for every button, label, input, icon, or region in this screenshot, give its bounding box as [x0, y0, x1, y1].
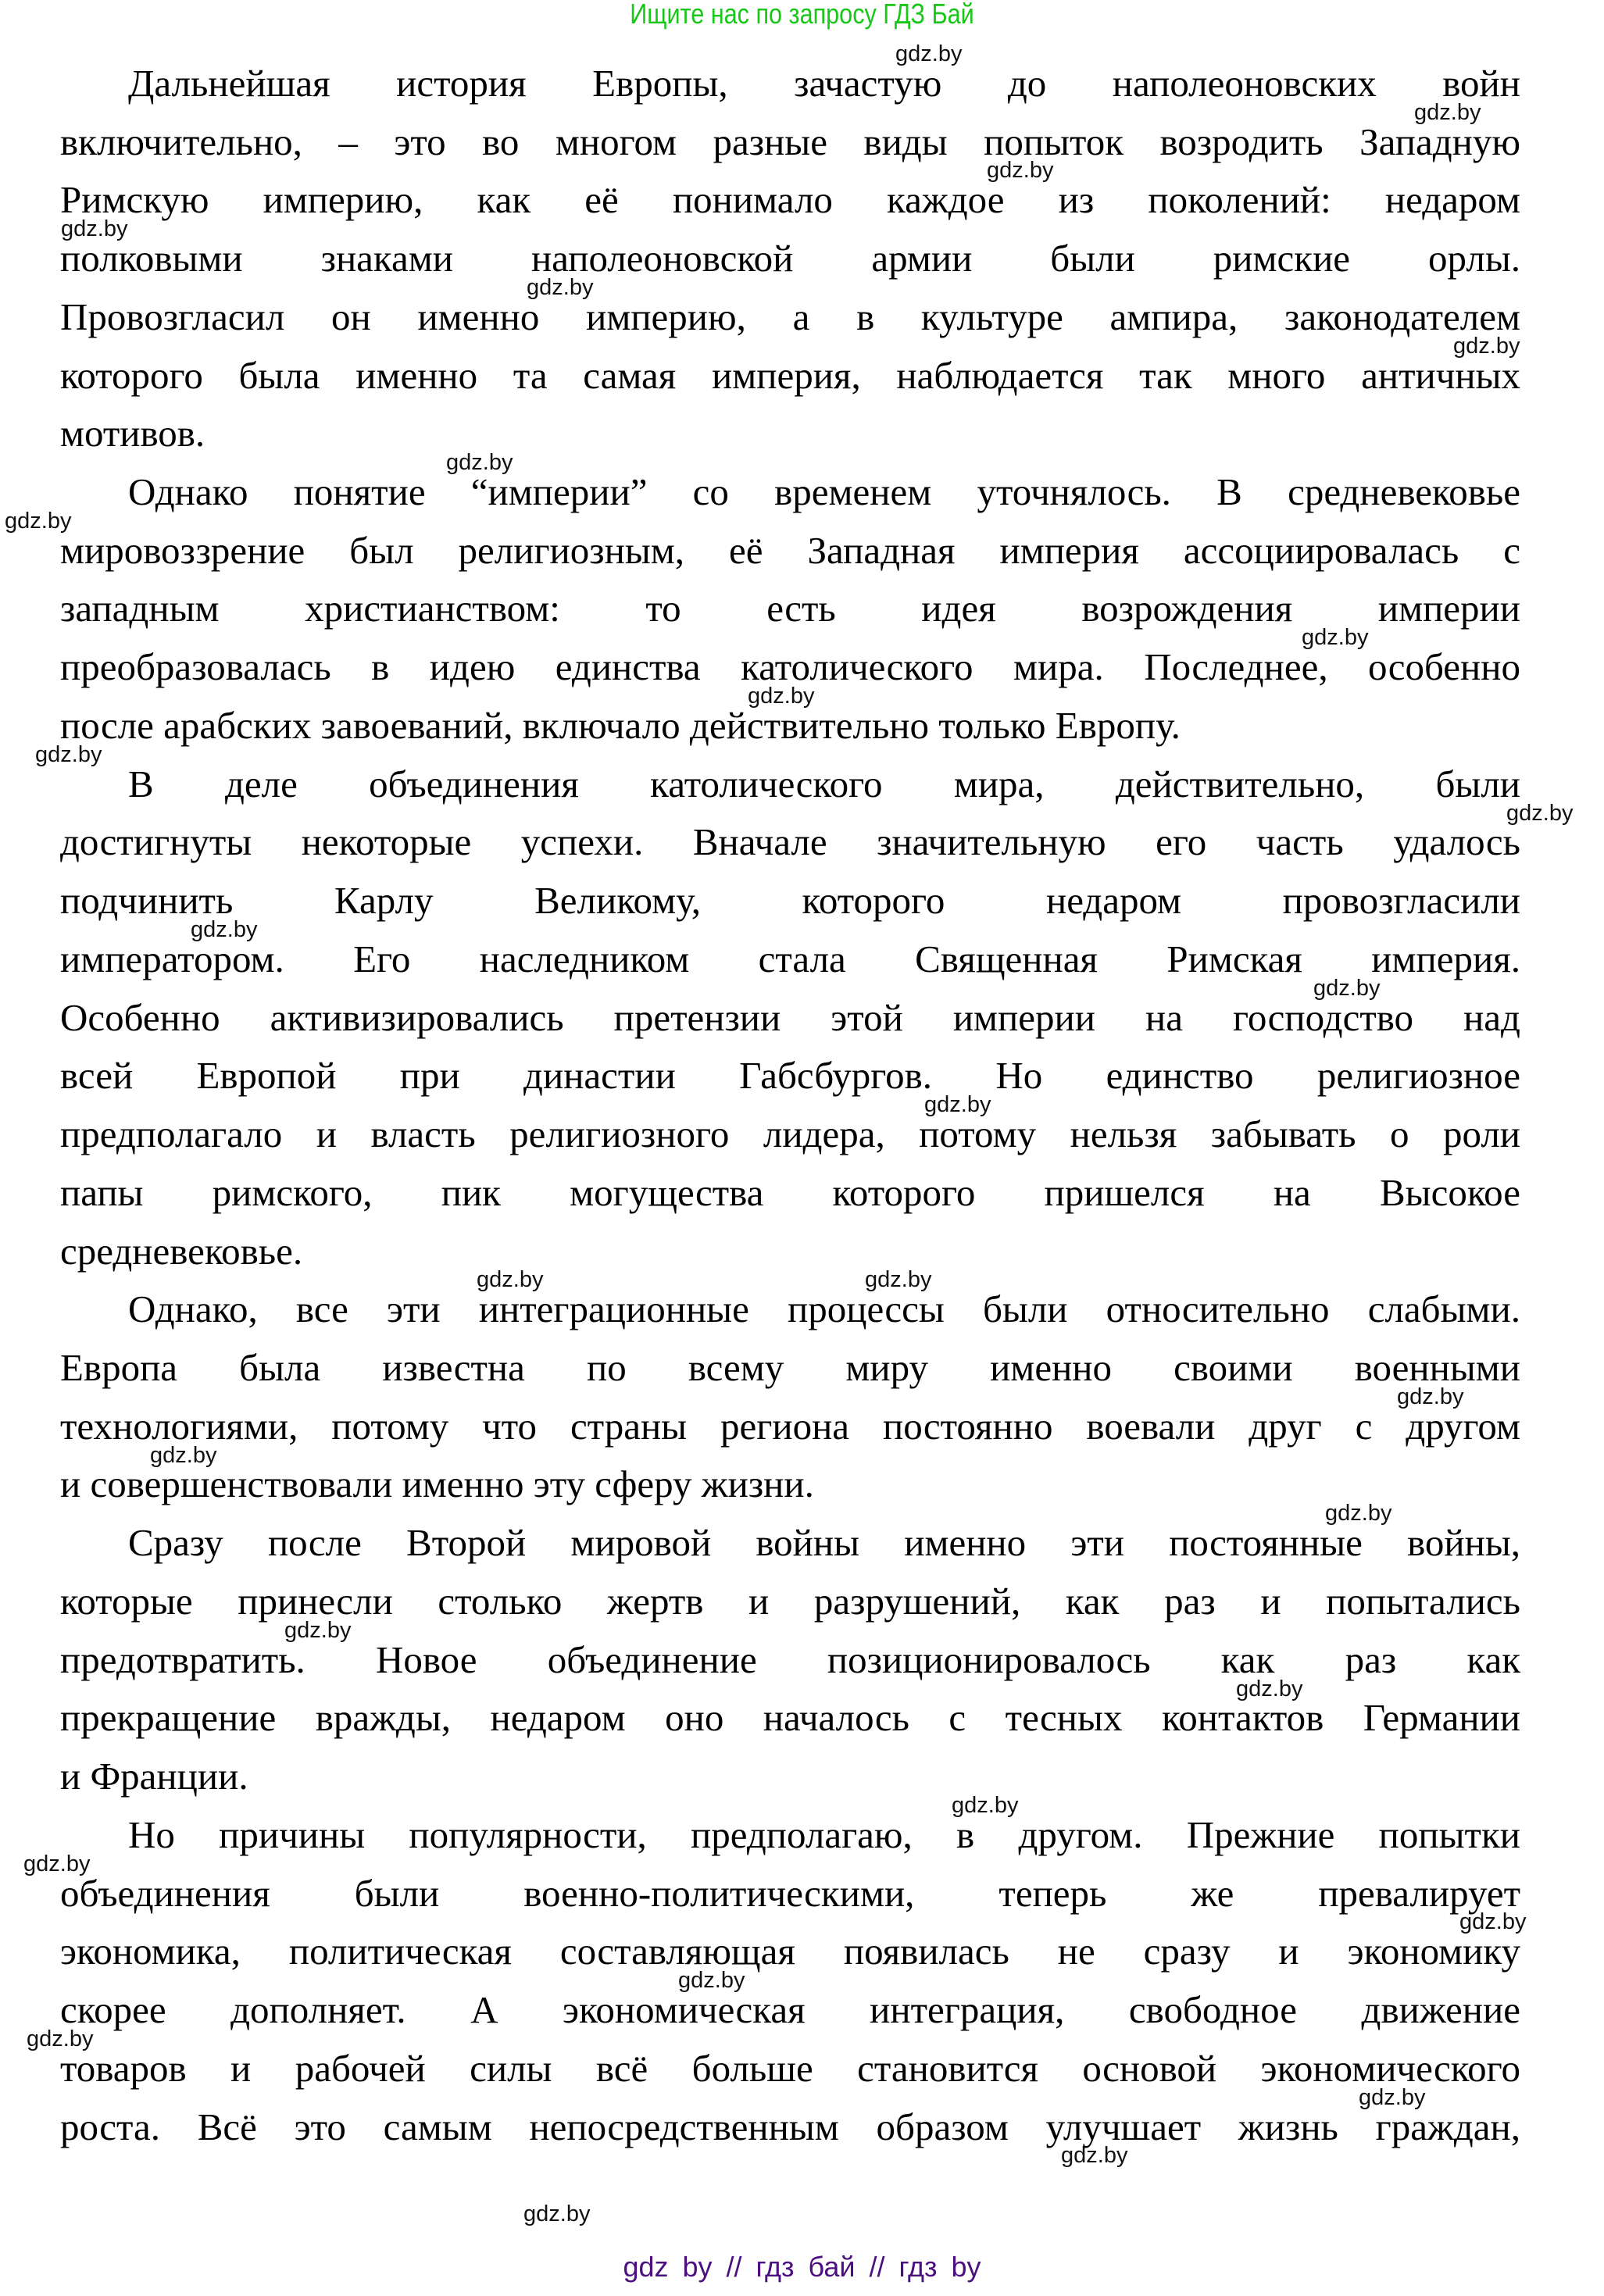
text-line: В деле объединения католического мира, действительно, были: [128, 762, 1520, 805]
text-line: после арабских завоеваний, включало действительно только Европу.: [60, 704, 1181, 747]
text-line: которого была именно та самая империя, наблюдается так много античных: [60, 354, 1520, 397]
text-line: Дальнейшая история Европы, зачастую до наполеоновских войн: [128, 62, 1520, 105]
text-line: папы римского, пик могущества которого пришелся на Высокое: [60, 1171, 1520, 1214]
text-line: подчинить Карлу Великому, которого недаром провозгласили: [60, 879, 1520, 922]
watermark-text: gdz.by: [27, 2026, 94, 2051]
text-line: предотвратить. Новое объединение позиционировалось как раз как: [60, 1638, 1520, 1681]
text-line: скорее дополняет. А экономическая интеграция, свободное движение: [60, 1988, 1520, 2031]
watermark-text: gdz.by: [987, 158, 1054, 183]
watermark-text: gdz.by: [1414, 100, 1481, 125]
text-line: Но причины популярности, предполагаю, в другом. Прежние попытки: [128, 1813, 1520, 1856]
watermark-text: gdz.by: [1397, 1384, 1464, 1409]
text-line: роста. Всё это самым непосредственным образом улучшает жизнь граждан,: [60, 2105, 1520, 2148]
watermark-text: gdz.by: [865, 1267, 932, 1292]
watermark-text: gdz.by: [191, 917, 258, 942]
footer-links[interactable]: gdz by // гдз бай // гдз by: [623, 2251, 981, 2283]
watermark-text: gdz.by: [1061, 2143, 1128, 2168]
watermark-text: gdz.by: [1506, 801, 1574, 826]
text-line: мотивов.: [60, 412, 205, 455]
text-line: Римскую империю, как её понимало каждое из поколений: недаром: [60, 178, 1520, 221]
text-line: объединения были военно-политическими, теперь же превалирует: [60, 1872, 1520, 1915]
watermark-text: gdz.by: [446, 450, 513, 475]
watermark-text: gdz.by: [895, 41, 963, 66]
text-line: Особенно активизировались претензии этой империи на господство над: [60, 996, 1520, 1039]
watermark-text: gdz.by: [1459, 1909, 1527, 1934]
watermark-text: gdz.by: [1236, 1676, 1303, 1701]
text-line: полковыми знаками наполеоновской армии были римские орлы.: [60, 237, 1520, 280]
watermark-text: gdz.by: [23, 1851, 91, 1876]
text-line: императором. Его наследником стала Священная Римская империя.: [60, 937, 1520, 980]
watermark-text: gdz.by: [952, 1793, 1019, 1818]
watermark-text: gdz.by: [5, 509, 72, 534]
text-line: и Франции.: [60, 1755, 248, 1798]
watermark-text: gdz.by: [678, 1968, 745, 1993]
watermark-text: gdz.by: [150, 1443, 217, 1468]
watermark-text: gdz.by: [924, 1092, 991, 1117]
text-line: технологиями, потому что страны региона постоянно воевали друг с другом: [60, 1405, 1520, 1448]
text-line: достигнуты некоторые успехи. Вначале значительную его часть удалось: [60, 820, 1520, 863]
text-line: средневековье.: [60, 1230, 303, 1273]
text-line: включительно, – это во многом разные виды попыток возродить Западную: [60, 120, 1520, 163]
text-line: Провозгласил он именно империю, а в культуре ампира, законодателем: [60, 295, 1520, 338]
watermark-text: gdz.by: [1359, 2085, 1426, 2110]
text-line: Однако понятие “империи” со временем уточнялось. В средневековье: [128, 470, 1520, 513]
text-line: преобразовалась в идею единства католического мира. Последнее, особенно: [60, 645, 1520, 688]
search-hint-banner: Ищите нас по запросу ГДЗ Бай: [630, 0, 974, 30]
text-line: мировоззрение был религиозным, её Западная империя ассоциировалась с: [60, 529, 1520, 572]
text-line: предполагало и власть религиозного лидера, потому нельзя забывать о роли: [60, 1112, 1520, 1155]
watermark-text: gdz.by: [748, 684, 815, 709]
text-line: и совершенствовали именно эту сферу жизни.: [60, 1462, 814, 1505]
watermark-text: gdz.by: [1325, 1501, 1392, 1526]
watermark-text: gdz.by: [1453, 334, 1520, 359]
text-line: Европа была известна по всему миру именно своими военными: [60, 1346, 1520, 1389]
text-line: Однако, все эти интеграционные процессы были относительно слабыми.: [128, 1287, 1520, 1330]
text-line: всей Европой при династии Габсбургов. Но единство религиозное: [60, 1054, 1520, 1097]
watermark-text: gdz.by: [523, 2201, 591, 2226]
watermark-text: gdz.by: [61, 216, 128, 241]
watermark-text: gdz.by: [284, 1618, 352, 1643]
text-line: западным христианством: то есть идея возрождения империи: [60, 587, 1520, 630]
watermark-text: gdz.by: [1313, 976, 1381, 1001]
watermark-text: gdz.by: [1302, 625, 1369, 650]
text-line: Сразу после Второй мировой войны именно эти постоянные войны,: [128, 1521, 1520, 1564]
text-line: товаров и рабочей силы всё больше становится основой экономического: [60, 2047, 1520, 2090]
watermark-text: gdz.by: [527, 275, 594, 300]
text-line: которые принесли столько жертв и разрушений, как раз и попытались: [60, 1580, 1520, 1623]
watermark-text: gdz.by: [35, 742, 102, 767]
text-line: прекращение вражды, недаром оно началось с тесных контактов Германии: [60, 1696, 1520, 1739]
text-line: экономика, политическая составляющая появилась не сразу и экономику: [60, 1930, 1520, 1973]
watermark-text: gdz.by: [477, 1267, 544, 1292]
